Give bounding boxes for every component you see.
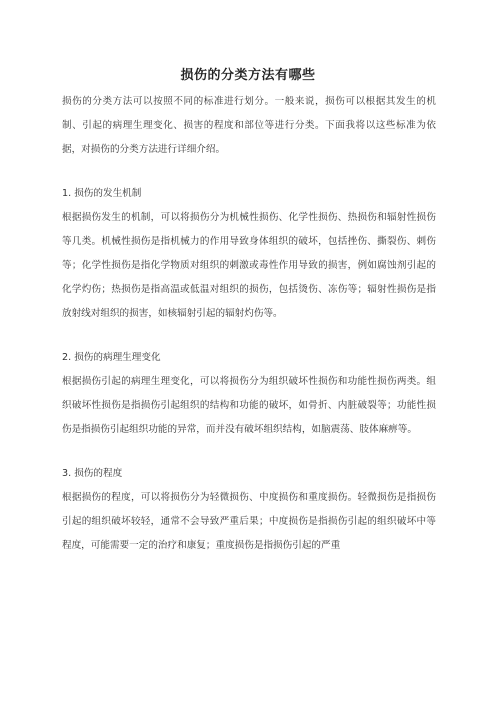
- spacer: [62, 326, 436, 346]
- section-heading-pathophysiology: 2. 损伤的病理生理变化: [62, 352, 161, 363]
- section-body-mechanism: 根据损伤发生的机制，可以将损伤分为机械性损伤、化学性损伤、热损伤和辐射性损伤等几类。机械性损伤是指机械力的作用导致身体组织的破坏，包括挫伤、撕裂伤、刺伤等；化学性损伤是指化学物质对组织的刺激或毒性作用导致的损害，例如腐蚀剂引起的化学灼伤；热损伤是指高温或低温对组织的损伤，包括烫伤、冻伤等；辐射性损伤是指放射线对组织的损害，如核辐射引起的辐射灼伤等。: [62, 212, 436, 319]
- document-body: [62, 90, 436, 558]
- document-title: 损伤的分类方法有哪些: [180, 68, 316, 83]
- spacer: [62, 162, 436, 182]
- section-heading-mechanism: 1. 损伤的发生机制: [62, 188, 142, 199]
- intro-paragraph: 损伤的分类方法可以按照不同的标准进行划分。一般来说，损伤可以根据其发生的机制、引起的病理生理变化、损害的程度和部位等进行分类。下面我将以这些标准为依据，对损伤的分类方法进行详细介绍。: [62, 96, 436, 155]
- section-body-severity: 根据损伤的程度，可以将损伤分为轻微损伤、中度损伤和重度损伤。轻微损伤是指损伤引起的组织破坏较轻，通常不会导致严重后果；中度损伤是指损伤引起的组织破坏中等程度，可能需要一定的治疗和康复；重度损伤是指损伤引起的严重: [62, 492, 436, 551]
- section-heading-severity: 3. 损伤的程度: [62, 468, 123, 479]
- spacer: [62, 442, 436, 462]
- section-body-pathophysiology: 根据损伤引起的病理生理变化，可以将损伤分为组织破坏性损伤和功能性损伤两类。组织破坏性损伤是指损伤引起组织的结构和功能的破坏，如骨折、内脏破裂等；功能性损伤是指损伤引起组织功能的异常，而并没有破坏组织结构，如脑震荡、肢体麻痹等。: [62, 376, 436, 435]
